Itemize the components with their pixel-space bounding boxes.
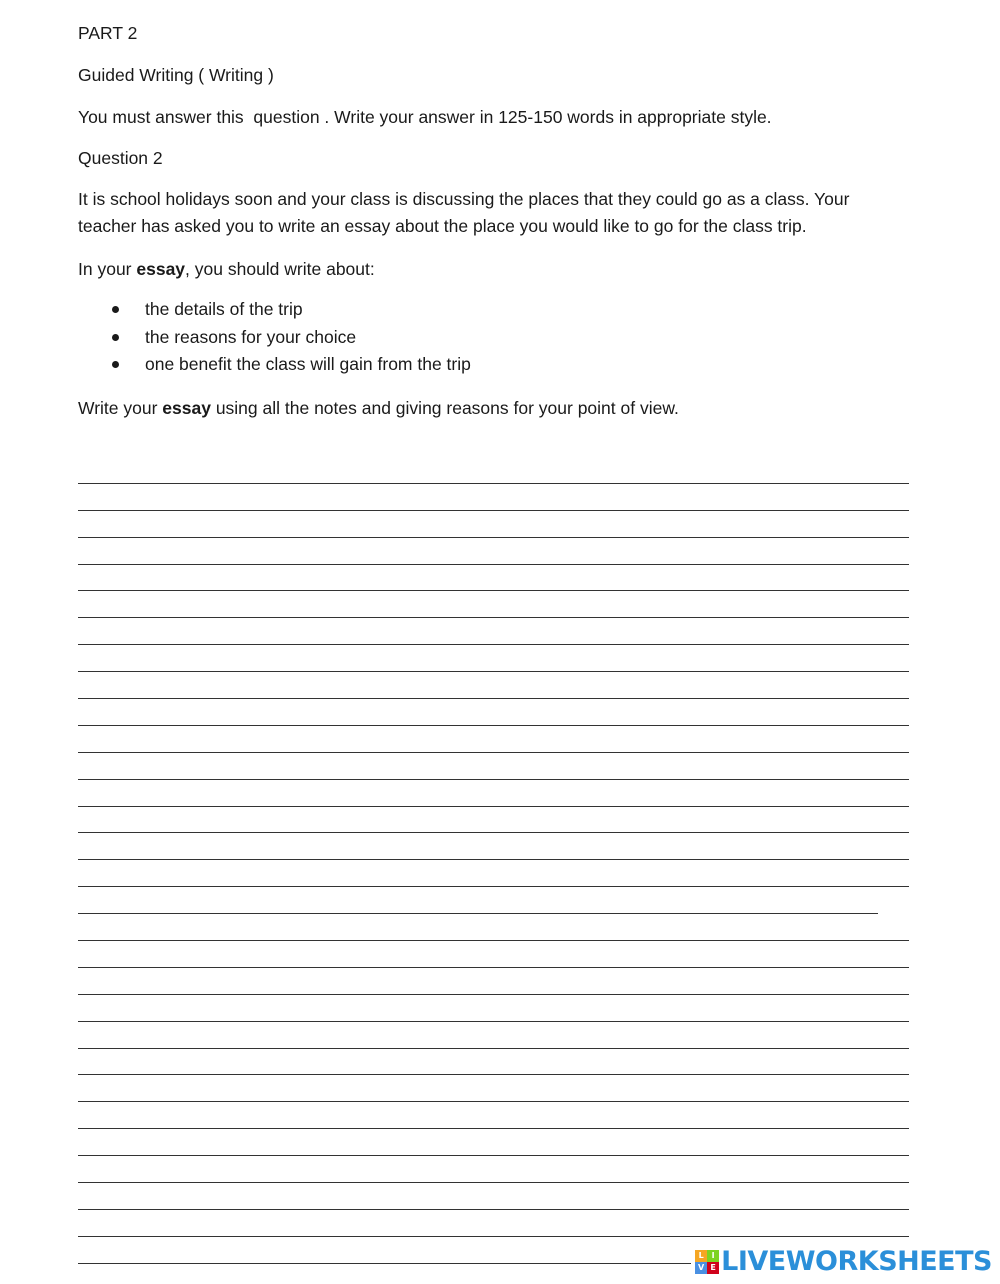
logo-letter-tile: I [707, 1250, 719, 1262]
closing-after: using all the notes and giving reasons for your point of view. [210, 398, 679, 418]
answer-line[interactable] [78, 807, 909, 834]
answer-line[interactable] [78, 726, 909, 753]
logo-letter-tile: E [707, 1262, 719, 1274]
answer-line[interactable] [78, 484, 909, 511]
content-point-text: the reasons for your choice [145, 326, 357, 347]
answer-line[interactable] [78, 457, 909, 484]
answer-line[interactable] [78, 860, 909, 887]
closing-before: Write your [78, 398, 163, 418]
bullet-dot-icon [112, 334, 119, 341]
answer-line[interactable] [78, 1210, 909, 1237]
content-point [78, 351, 471, 379]
prompt-line-1: It is school holidays soon and your class is discussing the places that they could go as a class. Your [78, 189, 850, 209]
answer-line[interactable] [78, 1183, 909, 1210]
answer-line[interactable] [78, 833, 909, 860]
answer-line[interactable] [78, 995, 909, 1022]
answer-line[interactable] [78, 780, 909, 807]
watermark-text: LIVEWORKSHEETS [721, 1246, 992, 1277]
answer-line[interactable] [78, 1129, 909, 1156]
question-label: Question 2 [78, 148, 163, 168]
content-point-text: one benefit the class will gain from the trip [145, 354, 471, 374]
content-point-text: the details of the trip [145, 299, 303, 319]
content-points-list [78, 296, 471, 379]
bullet-dot-icon [112, 306, 119, 313]
instruction-text: You must answer this question . Write your answer in 125-150 words in appropriate style. [78, 107, 772, 127]
answer-line[interactable] [78, 1075, 909, 1102]
content-point [78, 296, 471, 324]
answer-line[interactable] [78, 968, 909, 995]
prompt-paragraph [78, 186, 908, 240]
logo-letter-tile: L [695, 1250, 707, 1262]
answer-line[interactable] [78, 538, 909, 565]
liveworksheets-logo-icon [695, 1250, 719, 1274]
answer-line[interactable] [78, 672, 909, 699]
prompt-line-2: teacher has asked you to write an essay about the place you would like to go for the class trip. [78, 216, 807, 236]
answer-line[interactable] [78, 941, 909, 968]
answer-line[interactable] [78, 511, 909, 538]
essay-lead [78, 258, 375, 280]
section-title: Guided Writing ( Writing ) [78, 65, 274, 85]
closing-bold: essay [162, 398, 211, 418]
answer-line[interactable] [78, 1022, 909, 1049]
answer-line[interactable] [78, 618, 909, 645]
answer-lines[interactable] [78, 457, 909, 1264]
essay-lead-before: In your [78, 259, 137, 279]
essay-lead-bold: essay [136, 259, 186, 279]
answer-line[interactable] [78, 699, 909, 726]
bullet-dot-icon [112, 361, 119, 368]
answer-line[interactable] [78, 1156, 909, 1183]
essay-lead-after: , you should write about: [185, 259, 375, 279]
answer-line[interactable] [78, 565, 909, 592]
answer-line[interactable] [78, 591, 909, 618]
logo-letter-tile: V [695, 1262, 707, 1274]
part-heading: PART 2 [78, 23, 138, 43]
answer-line[interactable] [78, 645, 909, 672]
answer-line[interactable] [78, 1102, 909, 1129]
answer-line[interactable] [78, 914, 909, 941]
liveworksheets-watermark [691, 1246, 992, 1278]
answer-line[interactable] [78, 1049, 909, 1076]
closing-instruction [78, 397, 679, 419]
answer-line[interactable] [78, 887, 878, 914]
answer-line[interactable] [78, 753, 909, 780]
content-point [78, 324, 471, 352]
